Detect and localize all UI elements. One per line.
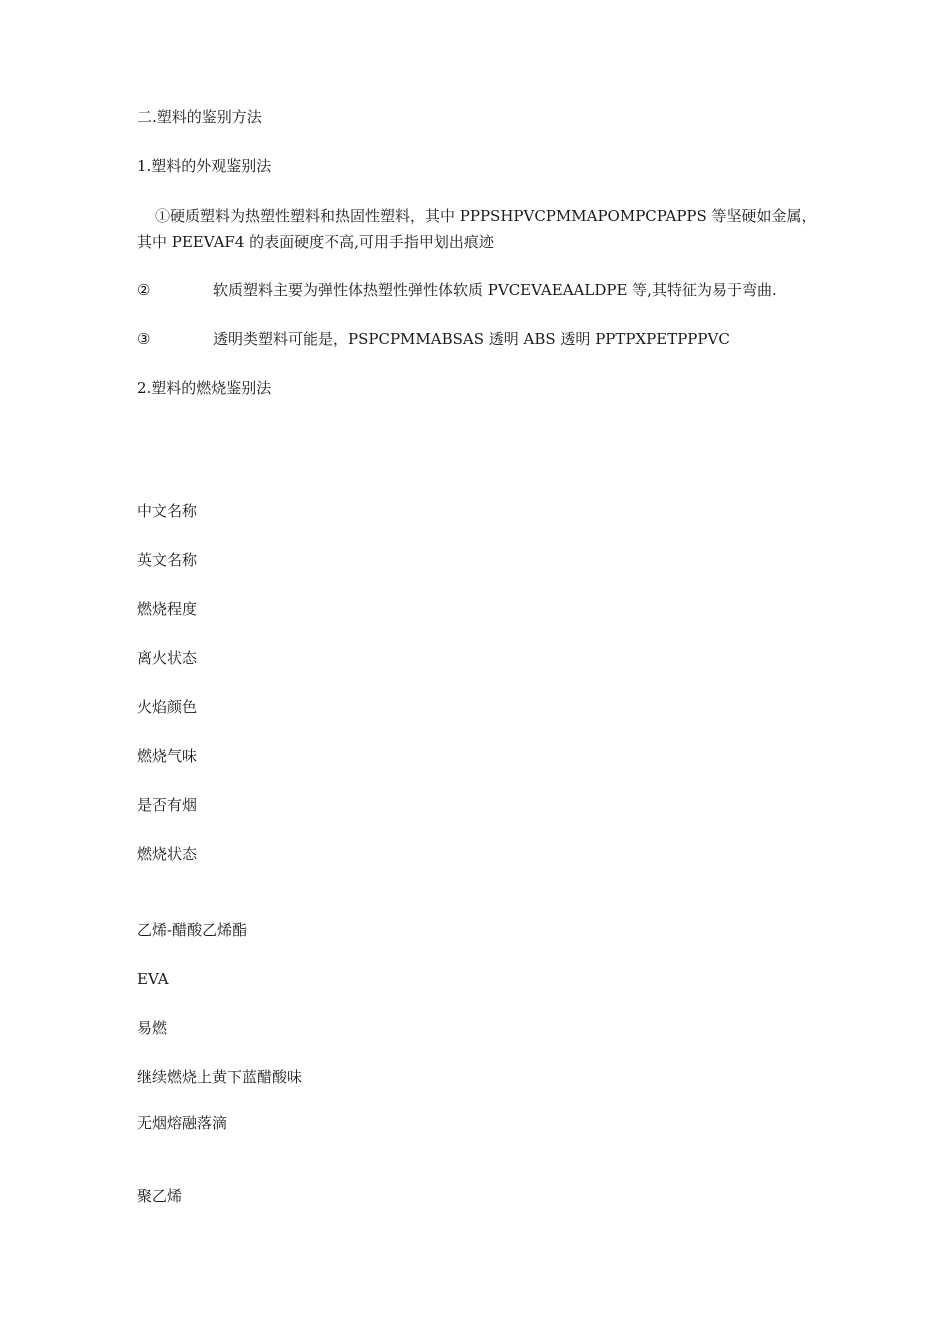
item1-line1: ①硬质塑料为热塑性塑料和热固性塑料，其中 PPPSHPVCPMMAPOMPCPAPPS 等坚硬如金属，	[155, 207, 817, 225]
eva-burn-description: 继续燃烧上黄下蓝醋酸味	[137, 1068, 303, 1086]
eva-burn-degree: 易燃	[137, 1019, 168, 1037]
field-label: 英文名称	[137, 551, 198, 569]
field-label: 燃烧状态	[137, 845, 198, 863]
field-label: 燃烧程度	[137, 600, 198, 618]
item2-marker: ②	[137, 281, 151, 299]
section1-title: 1.塑料的外观鉴别法	[137, 157, 272, 175]
item1-paragraph	[137, 203, 817, 255]
item3-text: 透明类塑料可能是，PSPCPMMABSAS 透明 ABS 透明 PPTPXPETPPPVC	[213, 330, 730, 348]
field-label: 离火状态	[137, 649, 198, 667]
item1-line2: 其中 PEEVAF4 的表面硬度不高,可用手指甲划出痕迹	[137, 233, 494, 251]
item2-text: 软质塑料主要为弹性体热塑性弹性体软质 PVCEVAEAALDPE 等,其特征为易于弯曲.	[213, 281, 777, 299]
field-label: 火焰颜色	[137, 698, 198, 716]
section2-title: 2.塑料的燃烧鉴别法	[137, 379, 272, 397]
item3-marker: ③	[137, 330, 151, 348]
eva-chinese-name: 乙烯-醋酸乙烯酯	[137, 921, 248, 939]
pe-chinese-name: 聚乙烯	[137, 1187, 183, 1205]
eva-smoke-state: 无烟熔融落滴	[137, 1114, 228, 1132]
field-label: 燃烧气味	[137, 747, 198, 765]
section-heading: 二.塑料的鉴别方法	[137, 108, 262, 126]
eva-english-name: EVA	[137, 970, 169, 988]
field-label: 中文名称	[137, 502, 198, 520]
field-label: 是否有烟	[137, 796, 198, 814]
